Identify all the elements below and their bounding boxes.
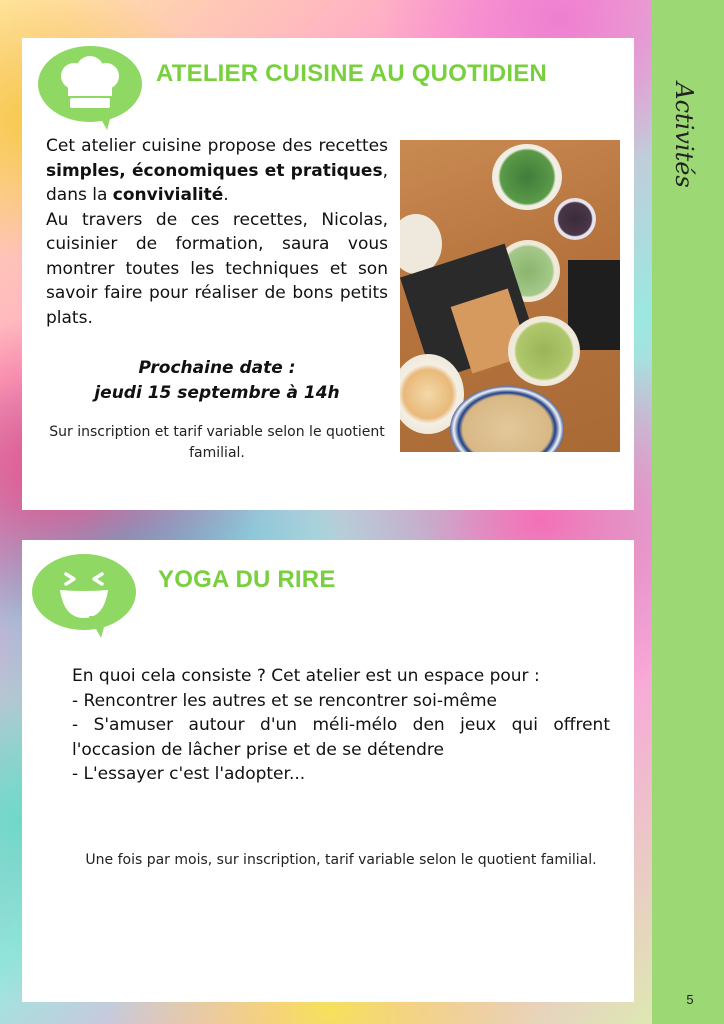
yoga-item: - L'essayer c'est l'adopter...	[72, 764, 306, 784]
patterned-bowl	[450, 386, 564, 452]
yoga-item: - S'amuser autour d'un méli-mélo den jeux qui offrent l'occasion de lâcher prise et de se détendre	[72, 715, 610, 760]
next-date	[46, 356, 388, 406]
cuisine-description: Cet atelier cuisine propose des recettes simples, économiques et pratiques, dans la convivialité. Au travers de ces recettes, Nicolas, cuisinier de formation, saura vous montrer toutes les techniques et son savoir faire pour réaliser de bons petits plats.	[46, 136, 388, 328]
yoga-note: Une fois par mois, sur inscription, tarif variable selon le quotient familial.	[85, 852, 597, 868]
cuisine-title: ATELIER CUISINE AU QUOTIDIEN	[156, 60, 547, 87]
chef-hat-icon-graphic	[38, 46, 142, 122]
yoga-title: YOGA DU RIRE	[158, 566, 336, 593]
yoga-intro: En quoi cela consiste ? Cet atelier est un espace pour :	[72, 666, 540, 686]
page-number: 5	[686, 992, 694, 1007]
food-table-photo	[400, 140, 620, 452]
cuisine-card	[22, 38, 634, 510]
cuisine-note: Sur inscription et tarif variable selon le quotient familial.	[49, 424, 385, 461]
yoga-card	[22, 540, 634, 1002]
chef-hat-icon	[38, 46, 142, 122]
olive-bowl	[554, 198, 596, 240]
laughing-face-icon-graphic	[32, 554, 136, 630]
yoga-description	[72, 664, 610, 787]
next-date-label: Prochaine date :	[138, 358, 296, 378]
yoga-item: - Rencontrer les autres et se rencontrer soi-même	[72, 690, 498, 711]
leek-plate	[508, 316, 580, 386]
salad-bowl	[492, 144, 562, 210]
laughing-face-icon	[32, 554, 136, 630]
section-title: Activités	[670, 82, 698, 188]
next-date-value: jeudi 15 septembre à 14h	[94, 383, 340, 403]
